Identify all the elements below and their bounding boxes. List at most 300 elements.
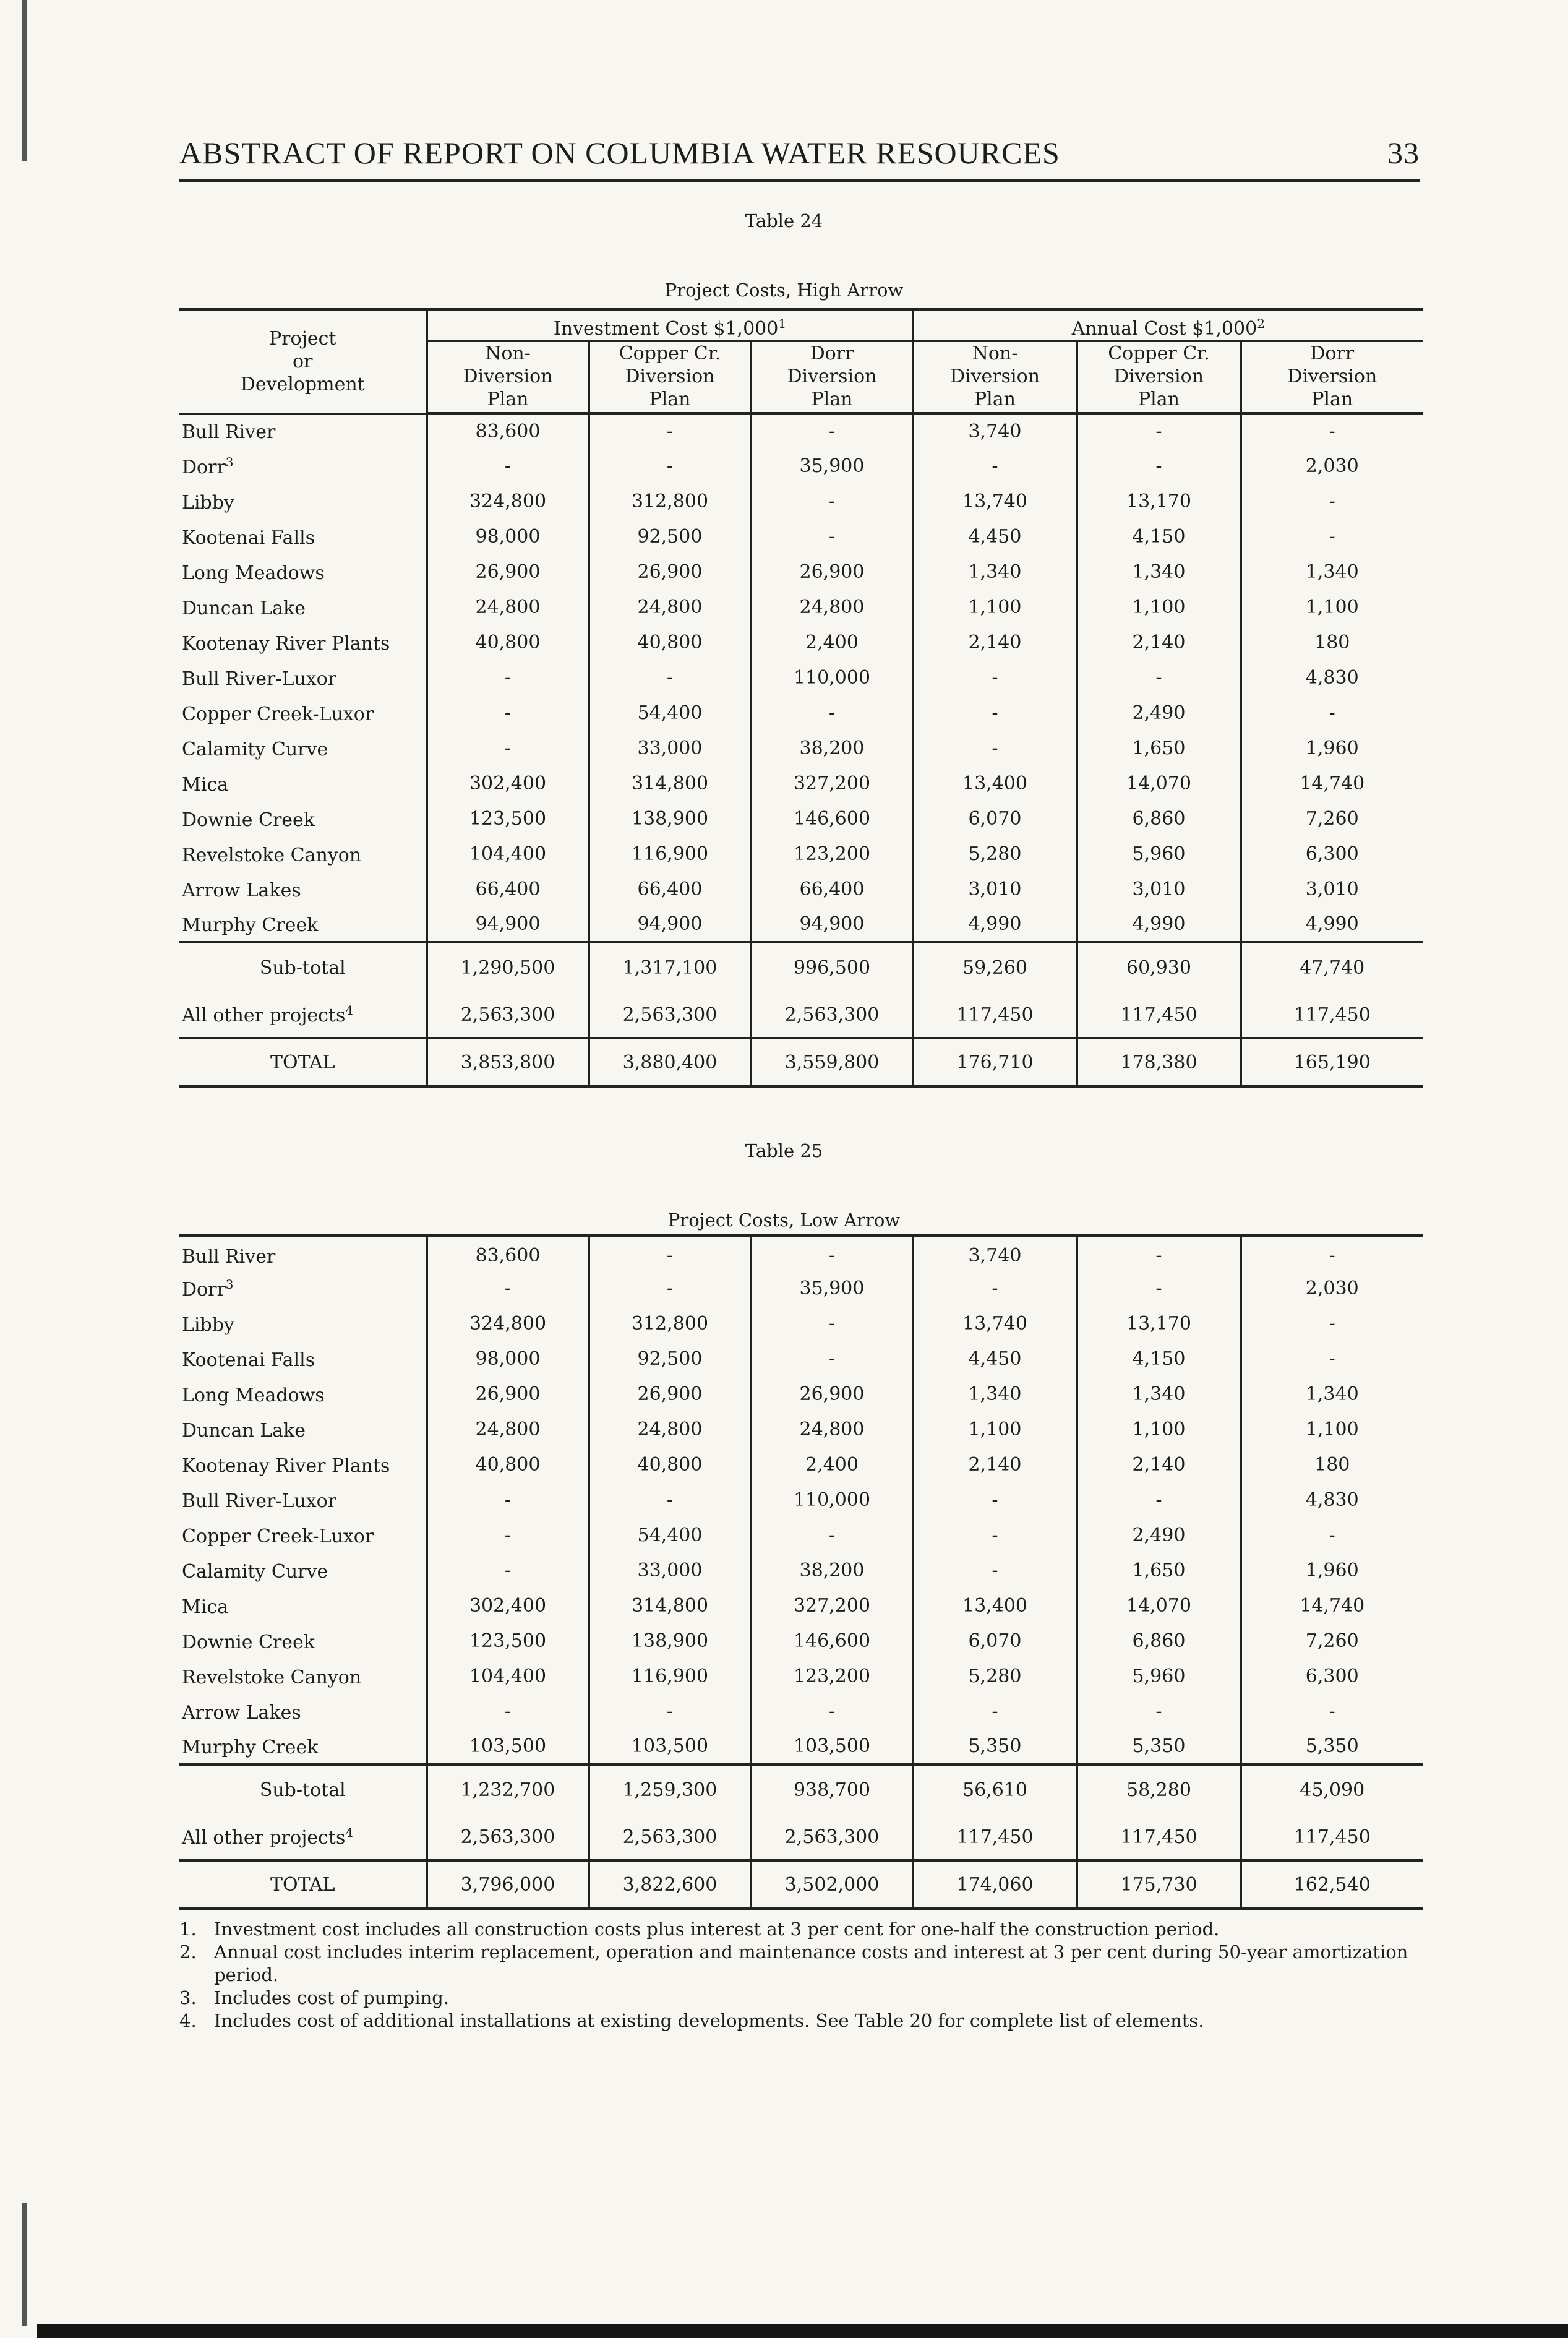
cost-cell: 40,800 [589, 625, 751, 660]
project-name: Dorr$^3$ [182, 454, 234, 478]
cost-cell: 3,853,800 [427, 1038, 589, 1086]
cost-cell: 2,400 [751, 1447, 913, 1482]
cost-cell: 116,900 [589, 836, 751, 872]
cost-cell: 4,450 [913, 519, 1077, 554]
cost-cell: - [1077, 1271, 1241, 1306]
cost-cell: 3,796,000 [427, 1860, 589, 1909]
scan-bottom-edge [37, 2324, 1568, 2338]
table-row [179, 766, 1423, 801]
cost-cell: 4,450 [913, 1341, 1077, 1377]
cost-cell: 2,030 [1241, 1271, 1423, 1306]
cost-cell: - [1241, 1341, 1423, 1377]
cost-cell: 138,900 [589, 801, 751, 836]
table-row [179, 449, 1423, 484]
cost-cell: 7,260 [1241, 801, 1423, 836]
table-row [179, 1412, 1423, 1447]
cost-cell: 14,740 [1241, 1588, 1423, 1623]
cost-cell: - [589, 449, 751, 484]
cost-cell: - [751, 413, 913, 449]
cost-cell: 59,260 [913, 942, 1077, 992]
cost-cell: 146,600 [751, 1623, 913, 1659]
table-row [179, 1377, 1423, 1412]
cost-cell: 1,232,700 [427, 1764, 589, 1815]
cost-cell: - [1241, 695, 1423, 731]
cost-cell: 33,000 [589, 731, 751, 766]
cost-cell: - [1241, 1518, 1423, 1553]
project-name: Arrow Lakes [182, 1701, 301, 1724]
project-name: Calamity Curve [182, 738, 328, 760]
cost-cell: - [589, 1271, 751, 1306]
cost-cell: 123,500 [427, 801, 589, 836]
project-name: Dorr$^3$ [182, 1276, 234, 1300]
cost-cell: 104,400 [427, 836, 589, 872]
cost-cell: - [913, 660, 1077, 695]
project-name: Calamity Curve [182, 1560, 328, 1583]
cost-cell: - [427, 731, 589, 766]
cost-cell: 2,563,300 [751, 992, 913, 1038]
project-name: Copper Creek-Luxor [182, 703, 374, 725]
project-name: Revelstoke Canyon [182, 844, 362, 866]
project-name: Mica [182, 1596, 228, 1618]
cost-cell: 66,400 [427, 872, 589, 907]
cost-cell: 174,060 [913, 1860, 1077, 1909]
cost-cell: - [913, 695, 1077, 731]
cost-cell: - [1241, 1236, 1423, 1271]
cost-cell: 4,990 [1077, 907, 1241, 942]
project-name: Libby [182, 1313, 234, 1336]
cost-cell: 26,900 [751, 554, 913, 590]
cost-cell: 6,070 [913, 1623, 1077, 1659]
cost-cell: 45,090 [1241, 1764, 1423, 1815]
cost-cell: 38,200 [751, 1553, 913, 1588]
project-name: Bull River-Luxor [182, 1490, 337, 1512]
cost-cell: 312,800 [589, 484, 751, 519]
table-row [179, 484, 1423, 519]
cost-cell: 1,340 [913, 1377, 1077, 1412]
table-row [179, 1623, 1423, 1659]
cost-cell: 33,000 [589, 1553, 751, 1588]
table-row [179, 413, 1423, 449]
cost-cell: 92,500 [589, 1341, 751, 1377]
plan-column-header: Non- Diversion Plan [913, 342, 1077, 414]
cost-cell: - [427, 1694, 589, 1729]
table-row [179, 1588, 1423, 1623]
project-name: Downie Creek [182, 809, 315, 831]
cost-cell: 1,100 [1241, 1412, 1423, 1447]
cost-cell: 98,000 [427, 1341, 589, 1377]
table-row [179, 1447, 1423, 1482]
cost-cell: 24,800 [589, 1412, 751, 1447]
cost-cell: 123,200 [751, 1659, 913, 1694]
cost-cell: - [1241, 413, 1423, 449]
cost-cell: 14,740 [1241, 766, 1423, 801]
cost-cell: 1,317,100 [589, 942, 751, 992]
cost-cell: 162,540 [1241, 1860, 1423, 1909]
cost-cell: 2,563,300 [589, 992, 751, 1038]
cost-cell: 104,400 [427, 1659, 589, 1694]
cost-cell: - [751, 1694, 913, 1729]
table-25-title: Project Costs, Low Arrow [667, 1210, 901, 1231]
cost-cell: - [427, 695, 589, 731]
cost-cell: - [751, 1306, 913, 1341]
project-name: Long Meadows [182, 562, 325, 584]
total-row [179, 1038, 1423, 1086]
project-name: Kootenay River Plants [182, 632, 390, 655]
cost-cell: - [427, 1518, 589, 1553]
cost-cell: 60,930 [1077, 942, 1241, 992]
cost-cell: 1,960 [1241, 731, 1423, 766]
cost-cell: 4,150 [1077, 519, 1241, 554]
project-name: Murphy Creek [182, 1736, 319, 1758]
cost-cell: - [1241, 519, 1423, 554]
cost-cell: 1,100 [1077, 1412, 1241, 1447]
cost-cell: 2,490 [1077, 1518, 1241, 1553]
cost-cell: - [913, 1271, 1077, 1306]
page-number: 33 [1387, 135, 1420, 170]
cost-cell: 996,500 [751, 942, 913, 992]
cost-cell: 3,559,800 [751, 1038, 913, 1086]
project-name: Duncan Lake [182, 1419, 306, 1442]
cost-cell: - [589, 1482, 751, 1518]
cost-cell: 180 [1241, 625, 1423, 660]
cost-cell: 116,900 [589, 1659, 751, 1694]
footnote: 1. Investment cost includes all construction costs plus interest at 3 per cent for one-half the construction period. [179, 1919, 1220, 1940]
cost-cell: - [1077, 1694, 1241, 1729]
table-row [179, 1729, 1423, 1764]
cost-cell: - [427, 1482, 589, 1518]
table-row [179, 660, 1423, 695]
cost-cell: 40,800 [427, 1447, 589, 1482]
cost-cell: 138,900 [589, 1623, 751, 1659]
cost-cell: 24,800 [427, 590, 589, 625]
cost-cell: - [1077, 1236, 1241, 1271]
table-row [179, 1271, 1423, 1306]
cost-cell: 117,450 [1077, 1815, 1241, 1860]
project-name: Bull River-Luxor [182, 668, 337, 690]
cost-cell: 26,900 [427, 1377, 589, 1412]
cost-cell: 24,800 [751, 1412, 913, 1447]
cost-cell: 92,500 [589, 519, 751, 554]
table-24-title: Project Costs, High Arrow [664, 280, 904, 301]
project-name: Bull River [182, 421, 276, 444]
cost-cell: - [1077, 660, 1241, 695]
cost-cell: 2,563,300 [751, 1815, 913, 1860]
cost-cell: 117,450 [913, 992, 1077, 1038]
cost-cell: 938,700 [751, 1764, 913, 1815]
cost-cell: - [913, 1694, 1077, 1729]
cost-cell: 1,650 [1077, 731, 1241, 766]
cost-cell: 4,830 [1241, 660, 1423, 695]
footnote: 3. Includes cost of pumping. [179, 1987, 450, 2008]
table-row [179, 519, 1423, 554]
cost-cell: 5,960 [1077, 1659, 1241, 1694]
cost-cell: - [913, 1553, 1077, 1588]
cost-cell: 2,563,300 [427, 992, 589, 1038]
row-label: All other projects$^4$ [182, 1003, 354, 1026]
cost-cell: 2,563,300 [589, 1815, 751, 1860]
cost-cell: 110,000 [751, 1482, 913, 1518]
cost-cell: 6,300 [1241, 836, 1423, 872]
subtotal-row [179, 942, 1423, 992]
cost-cell: 66,400 [751, 872, 913, 907]
row-label: TOTAL [179, 1860, 427, 1909]
cost-cell: 312,800 [589, 1306, 751, 1341]
cost-cell: 103,500 [751, 1729, 913, 1764]
cost-cell: 40,800 [589, 1447, 751, 1482]
table-row [179, 801, 1423, 836]
cost-cell: - [589, 1694, 751, 1729]
cost-cell: 94,900 [751, 907, 913, 942]
project-column-header: Project or Development [179, 309, 427, 413]
project-name: Kootenay River Plants [182, 1455, 390, 1477]
footnote: 2. Annual cost includes interim replacement, operation and maintenance costs and interest at 3 per cent during 50-year amortization period. [179, 1941, 1408, 1985]
cost-cell: 1,259,300 [589, 1764, 751, 1815]
project-name: Kootenai Falls [182, 1349, 315, 1371]
cost-cell: 26,900 [589, 1377, 751, 1412]
scan-margin-mark [22, 2203, 27, 2326]
table-25-number: Table 25 [745, 1140, 823, 1161]
cost-cell: 1,100 [913, 590, 1077, 625]
project-name: Bull River [182, 1245, 276, 1268]
table-row [179, 907, 1423, 942]
cost-cell: 3,880,400 [589, 1038, 751, 1086]
cost-cell: 5,350 [1077, 1729, 1241, 1764]
cost-cell: 24,800 [751, 590, 913, 625]
cost-cell: 5,280 [913, 1659, 1077, 1694]
cost-cell: 327,200 [751, 766, 913, 801]
cost-cell: 6,860 [1077, 1623, 1241, 1659]
cost-cell: - [913, 731, 1077, 766]
cost-cell: 94,900 [427, 907, 589, 942]
cost-cell: 176,710 [913, 1038, 1077, 1086]
cost-cell: 180 [1241, 1447, 1423, 1482]
cost-cell: - [427, 449, 589, 484]
cost-cell: 4,990 [1241, 907, 1423, 942]
cost-cell: 1,100 [1077, 590, 1241, 625]
cost-cell: 38,200 [751, 731, 913, 766]
cost-cell: 324,800 [427, 1306, 589, 1341]
cost-cell: 178,380 [1077, 1038, 1241, 1086]
cost-cell: - [1077, 1482, 1241, 1518]
cost-cell: - [427, 660, 589, 695]
cost-cell: 3,010 [1077, 872, 1241, 907]
cost-cell: 123,500 [427, 1623, 589, 1659]
cost-cell: 103,500 [589, 1729, 751, 1764]
total-row [179, 1860, 1423, 1909]
cost-cell: 3,740 [913, 1236, 1077, 1271]
cost-cell: 13,400 [913, 1588, 1077, 1623]
row-label: All other projects$^4$ [182, 1825, 354, 1849]
cost-cell: 1,960 [1241, 1553, 1423, 1588]
cost-cell: - [427, 1271, 589, 1306]
cost-cell: 3,822,600 [589, 1860, 751, 1909]
cost-cell: 2,140 [1077, 625, 1241, 660]
cost-cell: 83,600 [427, 1236, 589, 1271]
investment-cost-group-header: Investment Cost $1,000$^1$ [427, 309, 913, 342]
cost-cell: 2,563,300 [427, 1815, 589, 1860]
subtotal-row [179, 1764, 1423, 1815]
cost-cell: 4,830 [1241, 1482, 1423, 1518]
cost-cell: 1,340 [1077, 1377, 1241, 1412]
cost-cell: - [751, 1236, 913, 1271]
cost-cell: 6,860 [1077, 801, 1241, 836]
table-row [179, 590, 1423, 625]
scan-margin-mark [22, 0, 27, 161]
cost-cell: 4,150 [1077, 1341, 1241, 1377]
footnotes [179, 1918, 1416, 2032]
table-row [179, 1482, 1423, 1518]
cost-cell: - [913, 449, 1077, 484]
cost-cell: 35,900 [751, 1271, 913, 1306]
project-name: Duncan Lake [182, 597, 306, 619]
row-label: Sub-total [179, 1764, 427, 1815]
table-row [179, 1553, 1423, 1588]
plan-column-header: Dorr Diversion Plan [1241, 342, 1423, 414]
cost-cell: 175,730 [1077, 1860, 1241, 1909]
cost-cell: - [913, 1518, 1077, 1553]
cost-cell: 123,200 [751, 836, 913, 872]
cost-cell: 146,600 [751, 801, 913, 836]
cost-cell: 103,500 [427, 1729, 589, 1764]
cost-cell: 5,960 [1077, 836, 1241, 872]
other-projects-row [179, 992, 1423, 1038]
project-name: Downie Creek [182, 1631, 315, 1653]
table-row [179, 836, 1423, 872]
cost-cell: 3,502,000 [751, 1860, 913, 1909]
cost-cell: 26,900 [427, 554, 589, 590]
cost-cell: 1,340 [1077, 554, 1241, 590]
table-row [179, 1341, 1423, 1377]
cost-cell: 26,900 [589, 554, 751, 590]
project-name: Murphy Creek [182, 914, 319, 936]
project-name: Long Meadows [182, 1384, 325, 1406]
cost-cell: 1,100 [1241, 590, 1423, 625]
cost-cell: 2,030 [1241, 449, 1423, 484]
cost-cell: 54,400 [589, 1518, 751, 1553]
row-label: TOTAL [179, 1038, 427, 1086]
cost-cell: 1,340 [1241, 554, 1423, 590]
cost-cell: - [1077, 413, 1241, 449]
table-row [179, 1306, 1423, 1341]
cost-cell: 54,400 [589, 695, 751, 731]
cost-cell: 56,610 [913, 1764, 1077, 1815]
cost-cell: 117,450 [1077, 992, 1241, 1038]
plan-column-header: Copper Cr. Diversion Plan [1077, 342, 1241, 414]
cost-cell: 83,600 [427, 413, 589, 449]
cost-cell: - [1241, 1694, 1423, 1729]
cost-cell: 314,800 [589, 1588, 751, 1623]
cost-cell: 47,740 [1241, 942, 1423, 992]
cost-cell: 324,800 [427, 484, 589, 519]
cost-cell: 5,350 [913, 1729, 1077, 1764]
table-25 [179, 1234, 1423, 1910]
plan-column-header: Copper Cr. Diversion Plan [589, 342, 751, 414]
table-row [179, 1518, 1423, 1553]
cost-cell: - [913, 1482, 1077, 1518]
table-row [179, 554, 1423, 590]
cost-cell: 13,400 [913, 766, 1077, 801]
cost-cell: 110,000 [751, 660, 913, 695]
table-row [179, 1236, 1423, 1271]
cost-cell: 2,140 [1077, 1447, 1241, 1482]
cost-cell: 1,340 [913, 554, 1077, 590]
cost-cell: 94,900 [589, 907, 751, 942]
plan-column-header: Non- Diversion Plan [427, 342, 589, 414]
cost-cell: 3,010 [1241, 872, 1423, 907]
cost-cell: - [1241, 1306, 1423, 1341]
cost-cell: 7,260 [1241, 1623, 1423, 1659]
footnote: 4. Includes cost of additional installations at existing developments. See Table 20 for complete list of elements. [179, 2010, 1204, 2031]
running-title: ABSTRACT OF REPORT ON COLUMBIA WATER RESOURCES [179, 135, 1060, 170]
cost-cell: 302,400 [427, 766, 589, 801]
project-name: Revelstoke Canyon [182, 1666, 362, 1688]
table-row [179, 1659, 1423, 1694]
table-24-number: Table 24 [745, 210, 823, 231]
cost-cell: 327,200 [751, 1588, 913, 1623]
table-row [179, 731, 1423, 766]
cost-cell: 2,490 [1077, 695, 1241, 731]
project-name: Copper Creek-Luxor [182, 1525, 374, 1547]
cost-cell: 13,740 [913, 484, 1077, 519]
plan-column-header: Dorr Diversion Plan [751, 342, 913, 414]
cost-cell: 117,450 [1241, 1815, 1423, 1860]
cost-cell: 13,170 [1077, 484, 1241, 519]
cost-cell: 314,800 [589, 766, 751, 801]
cost-cell: 13,740 [913, 1306, 1077, 1341]
table-24 [179, 308, 1423, 1088]
cost-cell: - [427, 1553, 589, 1588]
cost-cell: 2,400 [751, 625, 913, 660]
cost-cell: 117,450 [1241, 992, 1423, 1038]
cost-cell: - [751, 484, 913, 519]
cost-cell: 4,990 [913, 907, 1077, 942]
table-row [179, 695, 1423, 731]
annual-cost-group-header: Annual Cost $1,000$^2$ [913, 309, 1423, 342]
cost-cell: 2,140 [913, 625, 1077, 660]
table-row [179, 872, 1423, 907]
page-header [179, 135, 1420, 182]
other-projects-row [179, 1815, 1423, 1860]
cost-cell: - [589, 660, 751, 695]
cost-cell: 35,900 [751, 449, 913, 484]
cost-cell: 24,800 [427, 1412, 589, 1447]
cost-cell: 6,300 [1241, 1659, 1423, 1694]
cost-cell: 58,280 [1077, 1764, 1241, 1815]
cost-cell: 98,000 [427, 519, 589, 554]
cost-cell: 26,900 [751, 1377, 913, 1412]
cost-cell: 1,290,500 [427, 942, 589, 992]
row-label: Sub-total [179, 942, 427, 992]
cost-cell: 117,450 [913, 1815, 1077, 1860]
cost-cell: 40,800 [427, 625, 589, 660]
cost-cell: 1,650 [1077, 1553, 1241, 1588]
cost-cell: - [589, 413, 751, 449]
project-name: Libby [182, 491, 234, 514]
project-name: Kootenai Falls [182, 526, 315, 549]
table-row [179, 1694, 1423, 1729]
cost-cell: - [751, 1341, 913, 1377]
cost-cell: 24,800 [589, 590, 751, 625]
cost-cell: 302,400 [427, 1588, 589, 1623]
cost-cell: 1,340 [1241, 1377, 1423, 1412]
cost-cell: 13,170 [1077, 1306, 1241, 1341]
cost-cell: 6,070 [913, 801, 1077, 836]
cost-cell: 5,350 [1241, 1729, 1423, 1764]
cost-cell: 14,070 [1077, 1588, 1241, 1623]
cost-cell: 3,740 [913, 413, 1077, 449]
cost-cell: - [751, 695, 913, 731]
cost-cell: - [751, 519, 913, 554]
